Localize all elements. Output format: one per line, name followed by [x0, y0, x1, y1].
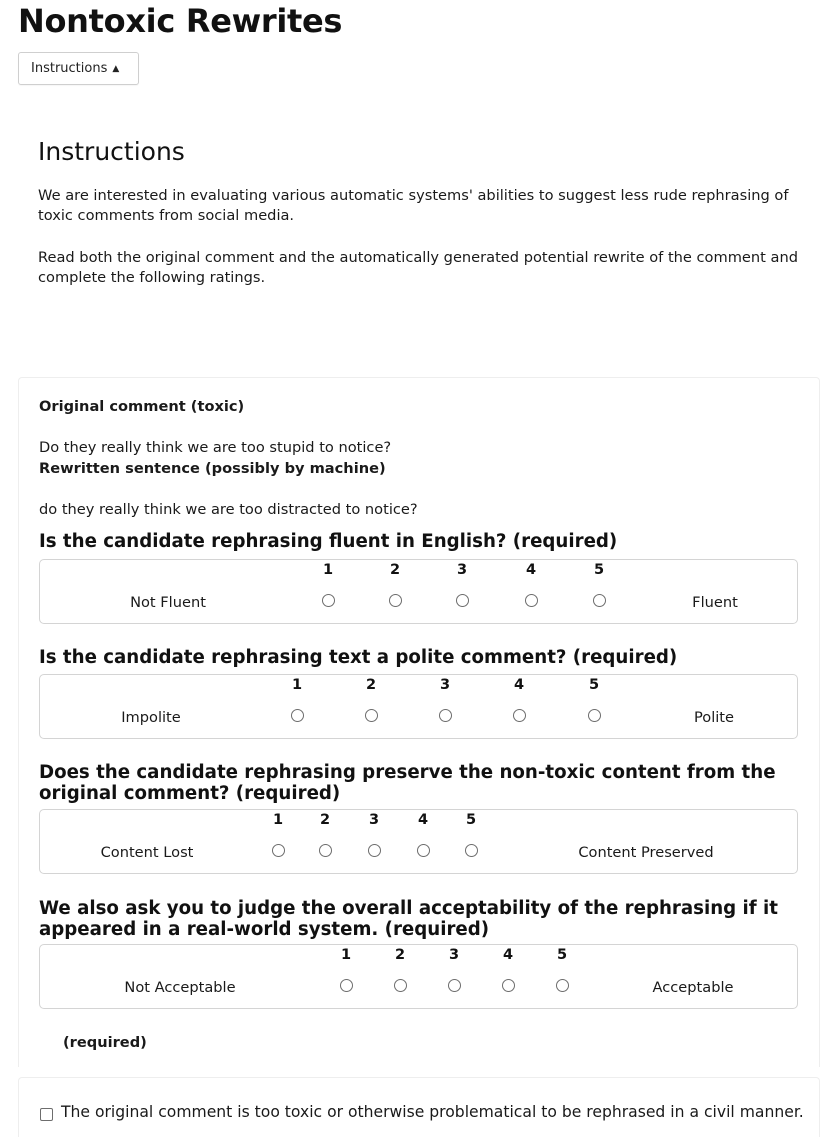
original-comment-text: Do they really think we are too stupid to notice?: [39, 439, 392, 456]
acceptability-radio-4[interactable]: [502, 979, 515, 992]
content-low-label: Content Lost: [100, 844, 194, 861]
content-radio-3[interactable]: [368, 844, 381, 857]
fluency-radio-3[interactable]: [456, 594, 469, 607]
politeness-radio-5[interactable]: [588, 709, 601, 722]
fluency-radio-4[interactable]: [525, 594, 538, 607]
scale-number: 4: [525, 562, 537, 578]
problematic-comment-label[interactable]: The original comment is too toxic or otherwise problematical to be rephrased in a civil manner.: [61, 1103, 804, 1121]
scale-number: 3: [439, 677, 451, 693]
politeness-question: Is the candidate rephrasing text a polite comment? (required): [39, 647, 678, 668]
scale-number: 5: [593, 562, 605, 578]
content-radio-5[interactable]: [465, 844, 478, 857]
fluency-radio-2[interactable]: [389, 594, 402, 607]
politeness-rating-scale: [39, 674, 798, 739]
scale-number: 2: [365, 677, 377, 693]
scale-number: 1: [291, 677, 303, 693]
fluency-high-label: Fluent: [692, 594, 738, 611]
fluency-radio-1[interactable]: [322, 594, 335, 607]
scale-number: 3: [448, 947, 460, 963]
caret-up-icon: ▲: [112, 63, 120, 74]
acceptability-radio-1[interactable]: [340, 979, 353, 992]
scale-number: 2: [389, 562, 401, 578]
original-comment-label: Original comment (toxic): [39, 398, 245, 415]
content-preservation-rating-scale: [39, 809, 798, 874]
fluency-question: Is the candidate rephrasing fluent in English? (required): [39, 531, 618, 552]
scale-number: 3: [456, 562, 468, 578]
instructions-button-label: Instructions: [31, 61, 108, 76]
fluency-radio-5[interactable]: [593, 594, 606, 607]
content-radio-2[interactable]: [319, 844, 332, 857]
scale-number: 4: [502, 947, 514, 963]
required-note: (required): [63, 1034, 147, 1051]
acceptability-low-label: Not Acceptable: [124, 979, 236, 996]
scale-number: 5: [588, 677, 600, 693]
acceptability-rating-scale: [39, 944, 798, 1009]
content-high-label: Content Preserved: [578, 844, 714, 861]
acceptability-radio-2[interactable]: [394, 979, 407, 992]
scale-number: 5: [556, 947, 568, 963]
politeness-radio-2[interactable]: [365, 709, 378, 722]
instructions-heading: Instructions: [38, 137, 185, 166]
scale-number: 5: [465, 812, 477, 828]
acceptability-radio-3[interactable]: [448, 979, 461, 992]
fluency-rating-scale: [39, 559, 798, 624]
scale-number: 2: [319, 812, 331, 828]
politeness-high-label: Polite: [693, 709, 735, 726]
scale-number: 3: [368, 812, 380, 828]
politeness-radio-4[interactable]: [513, 709, 526, 722]
scale-number: 1: [340, 947, 352, 963]
acceptability-high-label: Acceptable: [652, 979, 734, 996]
rewritten-sentence-label: Rewritten sentence (possibly by machine): [39, 460, 386, 477]
scale-number: 1: [272, 812, 284, 828]
scale-number: 4: [513, 677, 525, 693]
scale-number: 1: [322, 562, 334, 578]
instructions-toggle-button[interactable]: [18, 52, 139, 85]
politeness-radio-1[interactable]: [291, 709, 304, 722]
fluency-low-label: Not Fluent: [130, 594, 206, 611]
acceptability-radio-5[interactable]: [556, 979, 569, 992]
rewritten-sentence-text: do they really think we are too distracted to notice?: [39, 501, 418, 518]
politeness-radio-3[interactable]: [439, 709, 452, 722]
instructions-paragraph: We are interested in evaluating various automatic systems' abilities to suggest less rude rephrasing of toxic comments from social media.: [38, 187, 789, 224]
content-radio-1[interactable]: [272, 844, 285, 857]
scale-number: 4: [417, 812, 429, 828]
content-radio-4[interactable]: [417, 844, 430, 857]
politeness-low-label: Impolite: [121, 709, 181, 726]
scale-number: 2: [394, 947, 406, 963]
content-preservation-question: Does the candidate rephrasing preserve the non-toxic content from the original comment? (required): [39, 762, 776, 804]
instructions-paragraph: Read both the original comment and the automatically generated potential rewrite of the comment and complete the following ratings.: [38, 249, 798, 286]
problematic-comment-checkbox[interactable]: [40, 1108, 53, 1121]
page-title: Nontoxic Rewrites: [18, 2, 343, 40]
acceptability-question: We also ask you to judge the overall acceptability of the rephrasing if it appeared in a real-world system. (required): [39, 898, 778, 940]
